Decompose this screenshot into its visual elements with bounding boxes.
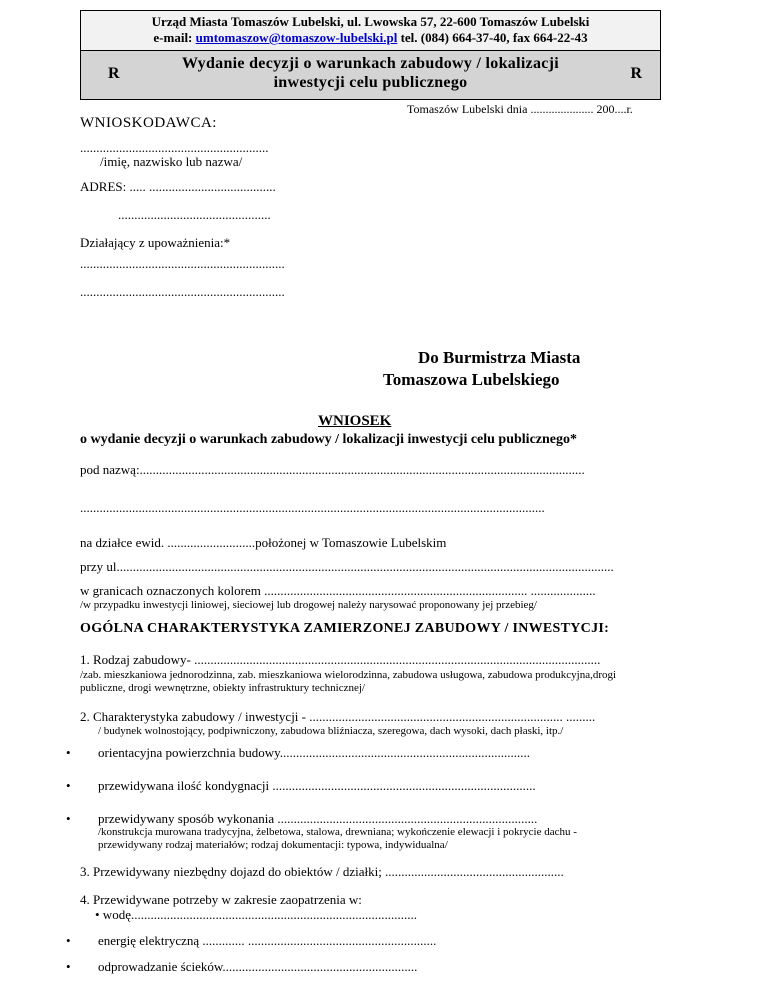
applicant-name-field[interactable]: .......................................................... (80, 140, 269, 155)
bullet-4: • (66, 933, 71, 948)
bullet-1: • (66, 745, 71, 760)
email-link[interactable]: umtomaszow@tomaszow-lubelski.pl (195, 30, 398, 45)
building-character-field[interactable]: 2. Charakterystyka zabudowy / inwestycji - .............................................................................. ......... (80, 709, 596, 724)
header-title-band (81, 51, 660, 99)
date-line: Tomaszów Lubelski dnia ..................... 200....r. (407, 102, 633, 116)
address-field[interactable]: ADRES: ..... ....................................... (80, 179, 276, 194)
project-name-field[interactable]: pod nazwą:......................................................................................................................................... (80, 462, 585, 477)
proxy-label: Działający z upoważnienia:* (80, 235, 231, 250)
bounds-hint: /w przypadku inwestycji liniowej, sieciowej lub drogowej należy narysować proponowany jej przebieg/ (80, 599, 537, 611)
water-field[interactable]: • wodę........................................................................................ (95, 907, 417, 922)
characteristics-heading: OGÓLNA CHARAKTERYSTYKA ZAMIERZONEJ ZABUDOWY / INWESTYCJI: (80, 621, 610, 636)
building-character-hint: / budynek wolnostojący, podpiwniczony, zabudowa bliźniacza, szeregowa, dach wysoki, dach płaski, itp./ (98, 725, 564, 737)
utilities-label: 4. Przewidywane potrzeby w zakresie zaopatrzenia w: (80, 892, 362, 907)
street-field[interactable]: przy ul......................................................................................................................................................... (80, 559, 614, 574)
proxy-field-2[interactable]: ............................................................... (80, 284, 285, 299)
access-road-field[interactable]: 3. Przewidywany niezbędny dojazd do obiektów / działki; ....................................................... (80, 864, 564, 879)
contact-line (81, 30, 660, 46)
construction-hint-2: przewidywany rodzaj materiałów; rodzaj dokumentacji: typowa, indywidualna/ (98, 839, 448, 851)
construction-method-field[interactable]: przewidywany sposób wykonania ................................................................................ (98, 811, 538, 826)
bullet-5: • (66, 959, 71, 974)
project-name-field-2[interactable]: ............................................................................................................................................... (80, 500, 545, 515)
area-field[interactable]: orientacyjna powierzchnia budowy............................................................................. (98, 745, 531, 760)
applicant-name-hint: /imię, nazwisko lub nazwa/ (100, 154, 243, 169)
building-type-field[interactable]: 1. Rodzaj zabudowy- ............................................................................................................................. (80, 652, 601, 667)
form-title-line2: inwestycji celu publicznego (273, 74, 468, 91)
request-subtitle: o wydanie decyzji o warunkach zabudowy / lokalizacji inwestycji celu publicznego* (80, 432, 577, 447)
electricity-field[interactable]: energię elektryczną ............. .......................................................... (98, 933, 437, 948)
bullet-2: • (66, 778, 71, 793)
form-title (161, 54, 580, 92)
proxy-field-1[interactable]: ............................................................... (80, 256, 285, 271)
header-contact (81, 11, 660, 51)
email-prefix: e-mail: (153, 30, 196, 45)
bullet-3: • (66, 811, 71, 826)
r-mark-left: R (108, 65, 120, 82)
building-type-hint-1: /zab. mieszkaniowa jednorodzinna, zab. mieszkaniowa wielorodzinna, zabudowa usługowa, zabudowa produkcyjna,drogi (80, 669, 617, 681)
recipient-line2: Tomaszowa Lubelskiego (383, 370, 560, 389)
form-title-line1: Wydanie decyzji o warunkach zabudowy / lokalizacji (181, 55, 560, 72)
header-box (80, 10, 661, 100)
request-title: WNIOSEK (318, 413, 392, 429)
bounds-field[interactable]: w granicach oznaczonych kolorem ................................................................................. .................... (80, 583, 596, 598)
applicant-label: WNIOSKODAWCA: (80, 115, 217, 131)
plot-field[interactable]: na działce ewid. ...........................położonej w Tomaszowie Lubelskim (80, 535, 447, 550)
construction-hint-1: /konstrukcja murowana tradycyjna, żelbetowa, stalowa, drewniana; wykończenie elewacji i pokrycie dachu - (98, 826, 577, 838)
sewage-field[interactable]: odprowadzanie ścieków............................................................ (98, 959, 418, 974)
recipient-line1: Do Burmistrza Miasta (418, 348, 581, 367)
office-address: Urząd Miasta Tomaszów Lubelski, ul. Lwowska 57, 22-600 Tomaszów Lubelski (151, 14, 590, 29)
floors-field[interactable]: przewidywana ilość kondygnacji ................................................................................. (98, 778, 536, 793)
building-type-hint-2: publiczne, drogi wewnętrzne, obiekty infrastruktury technicznej/ (80, 682, 365, 694)
phone-fax: tel. (084) 664-37-40, fax 664-22-43 (397, 30, 588, 45)
r-mark-right: R (630, 65, 642, 82)
address-field-2[interactable]: ............................................... (118, 207, 271, 222)
